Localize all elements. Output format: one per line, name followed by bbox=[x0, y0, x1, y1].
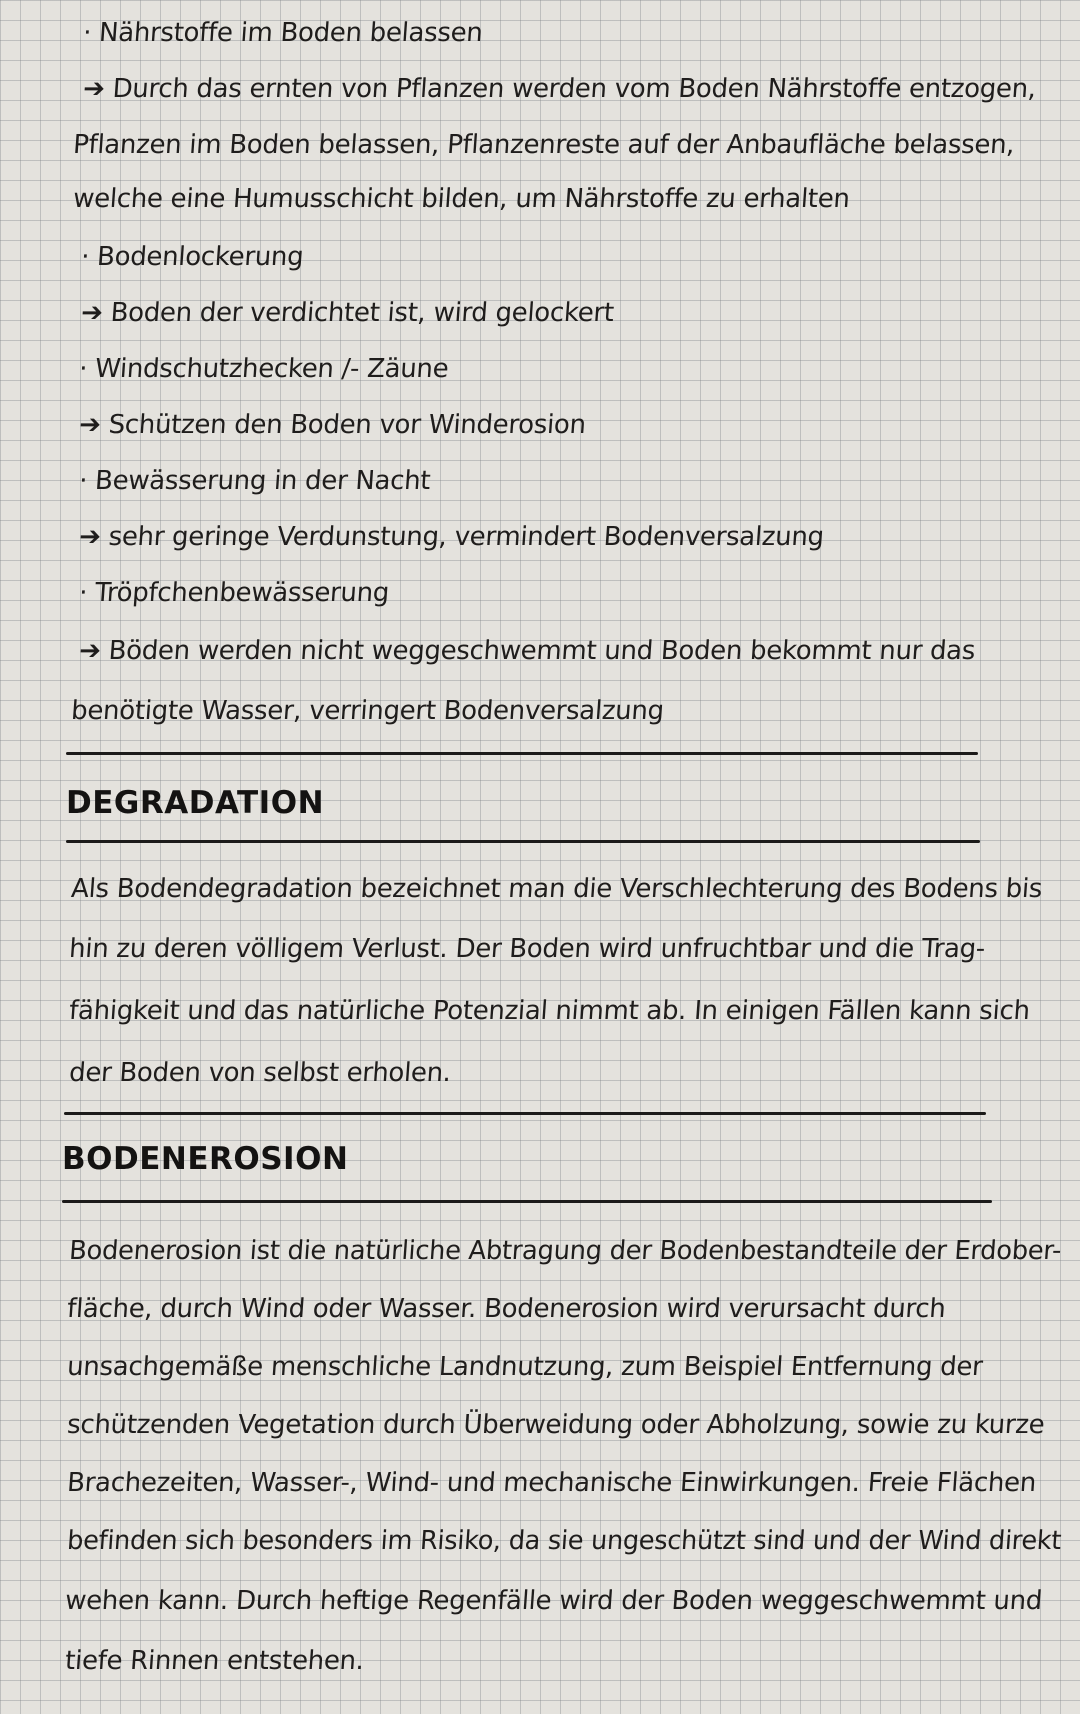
measure-line: · Bewässerung in der Nacht bbox=[78, 466, 432, 496]
degradation-line: fähigkeit und das natürliche Potenzial nimmt ab. In einigen Fällen kann sich bbox=[68, 996, 1031, 1026]
measure-line: ➔ Boden der verdichtet ist, wird gelockert bbox=[80, 298, 615, 328]
section-divider bbox=[66, 752, 978, 755]
erosion-line: Bodenerosion ist die natürliche Abtragung der Bodenbestandteile der Erdober- bbox=[68, 1236, 1063, 1266]
erosion-line: fläche, durch Wind oder Wasser. Bodenerosion wird verursacht durch bbox=[66, 1294, 947, 1324]
degradation-heading: DEGRADATION bbox=[66, 785, 325, 821]
measure-line: · Nährstoffe im Boden belassen bbox=[82, 18, 484, 48]
erosion-line: befinden sich besonders im Risiko, da sie ungeschützt sind und der Wind direkt bbox=[66, 1526, 1063, 1556]
measure-line: ➔ sehr geringe Verdunstung, vermindert Bodenversalzung bbox=[78, 522, 825, 552]
erosion-line: wehen kann. Durch heftige Regenfälle wird der Boden weggeschwemmt und bbox=[64, 1586, 1044, 1616]
measure-line: Pflanzen im Boden belassen, Pflanzenreste auf der Anbaufläche belassen, bbox=[72, 130, 1016, 160]
measure-line: ➔ Durch das ernten von Pflanzen werden vom Boden Nährstoffe entzogen, bbox=[82, 74, 1037, 104]
degradation-line: hin zu deren völligem Verlust. Der Boden wird unfruchtbar und die Trag- bbox=[68, 934, 986, 964]
measure-line: welche eine Humusschicht bilden, um Nährstoffe zu erhalten bbox=[72, 184, 851, 214]
measure-line: · Windschutzhecken /- Zäune bbox=[78, 354, 450, 384]
section-divider bbox=[64, 1112, 986, 1115]
section-divider bbox=[66, 840, 980, 843]
degradation-line: der Boden von selbst erholen. bbox=[68, 1058, 452, 1088]
measure-line: ➔ Böden werden nicht weggeschwemmt und Boden bekommt nur das bbox=[78, 636, 977, 666]
measure-line: · Tröpfchenbewässerung bbox=[78, 578, 391, 608]
erosion-line: schützenden Vegetation durch Überweidung oder Abholzung, sowie zu kurze bbox=[66, 1410, 1046, 1440]
measure-line: ➔ Schützen den Boden vor Winderosion bbox=[78, 410, 587, 440]
measure-line: benötigte Wasser, verringert Bodenversalzung bbox=[70, 696, 665, 726]
section-divider bbox=[62, 1200, 992, 1203]
erosion-line: Brachezeiten, Wasser-, Wind- und mechanische Einwirkungen. Freie Flächen bbox=[66, 1468, 1038, 1498]
erosion-heading: BODENEROSION bbox=[62, 1141, 349, 1177]
erosion-line: unsachgemäße menschliche Landnutzung, zum Beispiel Entfernung der bbox=[66, 1352, 984, 1382]
degradation-line: Als Bodendegradation bezeichnet man die Verschlechterung des Bodens bis bbox=[70, 874, 1044, 904]
erosion-line: tiefe Rinnen entstehen. bbox=[64, 1646, 365, 1676]
measure-line: · Bodenlockerung bbox=[80, 242, 305, 272]
